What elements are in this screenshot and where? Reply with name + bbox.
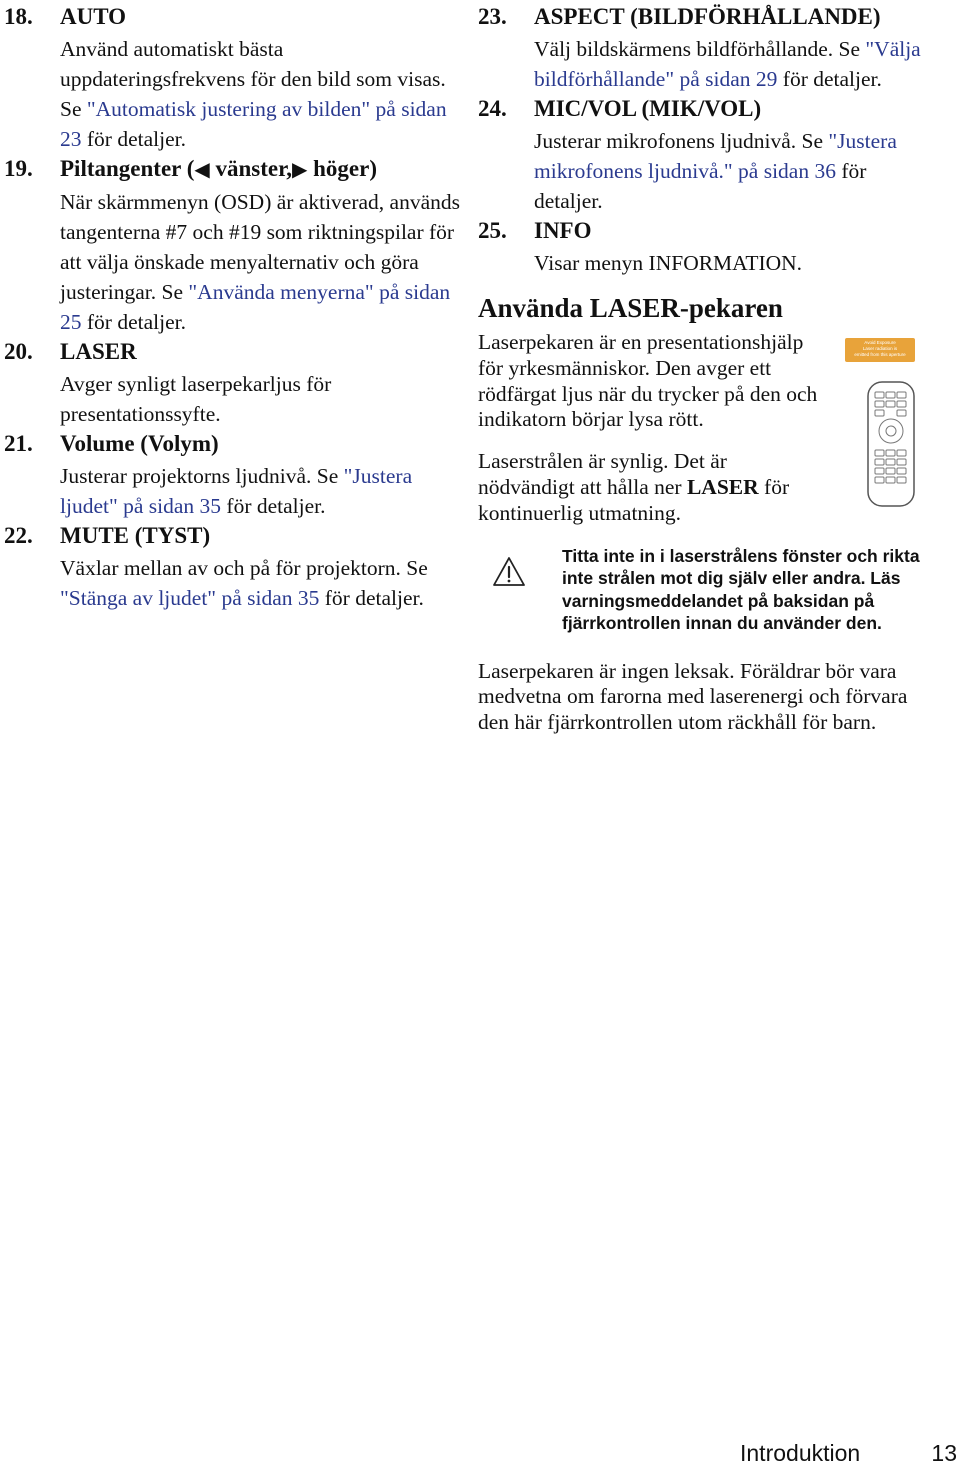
item-18-auto [4,2,472,154]
item-number: 19. [4,156,33,181]
item-21-volume [4,429,472,521]
item-description [60,553,472,613]
desc-text: för detaljer. [319,586,424,610]
item-number: 20. [4,339,33,364]
item-number: 22. [4,523,33,548]
cross-reference-link[interactable]: "Automatisk justering av bilden" på sidan 23 [60,97,447,151]
laser-intro [478,330,818,527]
desc-text: för kontinuerlig utmatning. [478,474,790,525]
desc-text: Avger synligt laserpekarljus för presentationssyfte. [60,372,332,426]
desc-text: Visar menyn INFORMATION. [534,251,803,275]
laser-visible-text [478,449,818,526]
item-heading: ASPECT (BILDFÖRHÅLLANDE) [534,4,881,29]
desc-text: för detaljer. [221,494,326,518]
desc-text: Laserstrålen är synlig. Det är nödvändigt att hålla ner [478,449,727,499]
footer-section-label: Introduktion [740,1440,861,1466]
sticker-line: Laser radiation is [862,346,898,351]
desc-text: Justerar mikrofonens ljudnivå. Se [534,129,829,153]
right-arrow-icon: ▶ [291,159,308,181]
laser-intro-text: Laserpekaren är en presentationshjälp för yrkesmänniskor. Den avger ett rödfärgat ljus när du trycker på den och indikatorn börjar lysa rött. [478,330,818,432]
heading-text: Piltangenter ( [60,156,195,181]
item-number: 18. [4,4,33,29]
item-heading: INFO [534,218,592,243]
warning-text: Titta inte in i laserstrålens fönster och rikta inte strålen mot dig själv eller andra. Läs varningsmeddelandet på baksidan på fjärrkontrollen innan du använder den. [562,545,920,634]
item-heading: MIC/VOL (MIK/VOL) [534,96,762,121]
item-24-mic-vol [478,94,938,216]
item-heading: AUTO [60,4,127,29]
item-20-laser [4,337,472,429]
desc-text: Välj bildskärmens bildförhållande. Se [534,37,866,61]
desc-text: för detaljer. [777,67,882,91]
desc-text: Växlar mellan av och på för projektorn. Se [60,556,428,580]
sticker-line: emitted from this aperture [854,352,906,357]
item-heading: Volume (Volym) [60,431,219,456]
item-description [534,248,938,278]
laser-key-name: LASER [686,474,759,499]
left-arrow-icon: ◀ [194,159,210,181]
desc-text: för detaljer. [81,310,186,334]
item-description [60,187,472,337]
item-heading: MUTE (TYST) [60,523,211,548]
cross-reference-link[interactable]: "Stänga av ljudet" på sidan 35 [60,586,320,610]
item-number: 25. [478,218,507,243]
item-number: 24. [478,96,507,121]
item-23-aspect [478,2,938,94]
desc-text: för detaljer. [81,127,186,151]
laser-intro-block [478,330,938,527]
desc-text: Justerar projektorns ljudnivå. Se [60,464,344,488]
heading-text: höger) [307,156,377,181]
warning-icon [492,555,526,589]
item-description [534,126,938,216]
toy-notice: Laserpekaren är ingen leksak. Föräldrar bör vara medvetna om farorna med laserenergi och förvara den här fjärrkontrollen utom räckhåll för barn. [478,658,908,735]
item-description [60,461,472,521]
sticker-line: Avoid Exposure [864,340,896,345]
remote-control-icon [848,338,920,508]
item-19-arrow-keys [4,154,472,337]
section-title: Använda LASER-pekaren [478,293,783,323]
right-column [478,2,938,736]
item-heading [60,154,472,185]
item-25-info [478,216,938,278]
item-description [534,34,938,94]
cross-reference-link[interactable]: "Använda menyerna" på sidan 25 [60,280,451,334]
item-number: 23. [478,4,507,29]
item-22-mute [4,521,472,613]
heading-text: vänster, [209,156,292,181]
laser-warning [478,545,938,635]
item-description [60,34,472,154]
desc-text: Använd automatiskt bästa uppdateringsfrekvens för den bild som visas. Se [60,37,446,121]
item-heading: LASER [60,339,137,364]
item-description [60,369,472,429]
cross-reference-link[interactable]: "Välja bildförhållande" på sidan 29 [534,37,921,91]
item-number: 21. [4,431,33,456]
left-column [4,2,472,613]
cross-reference-link[interactable]: "Justera mikrofonens ljudnivå." på sidan 36 [534,129,897,183]
page-footer [740,1440,960,1470]
remote-control-image [848,338,920,508]
desc-text: När skärmmenyn (OSD) är aktiverad, används tangenterna #7 och #19 som riktningspilar för att välja önskade menyalternativ och göra justeringar. Se [60,190,461,304]
cross-reference-link[interactable]: "Justera ljudet" på sidan 35 [60,464,413,518]
desc-text: för detaljer. [534,159,867,213]
page-number: 13 [931,1440,957,1466]
